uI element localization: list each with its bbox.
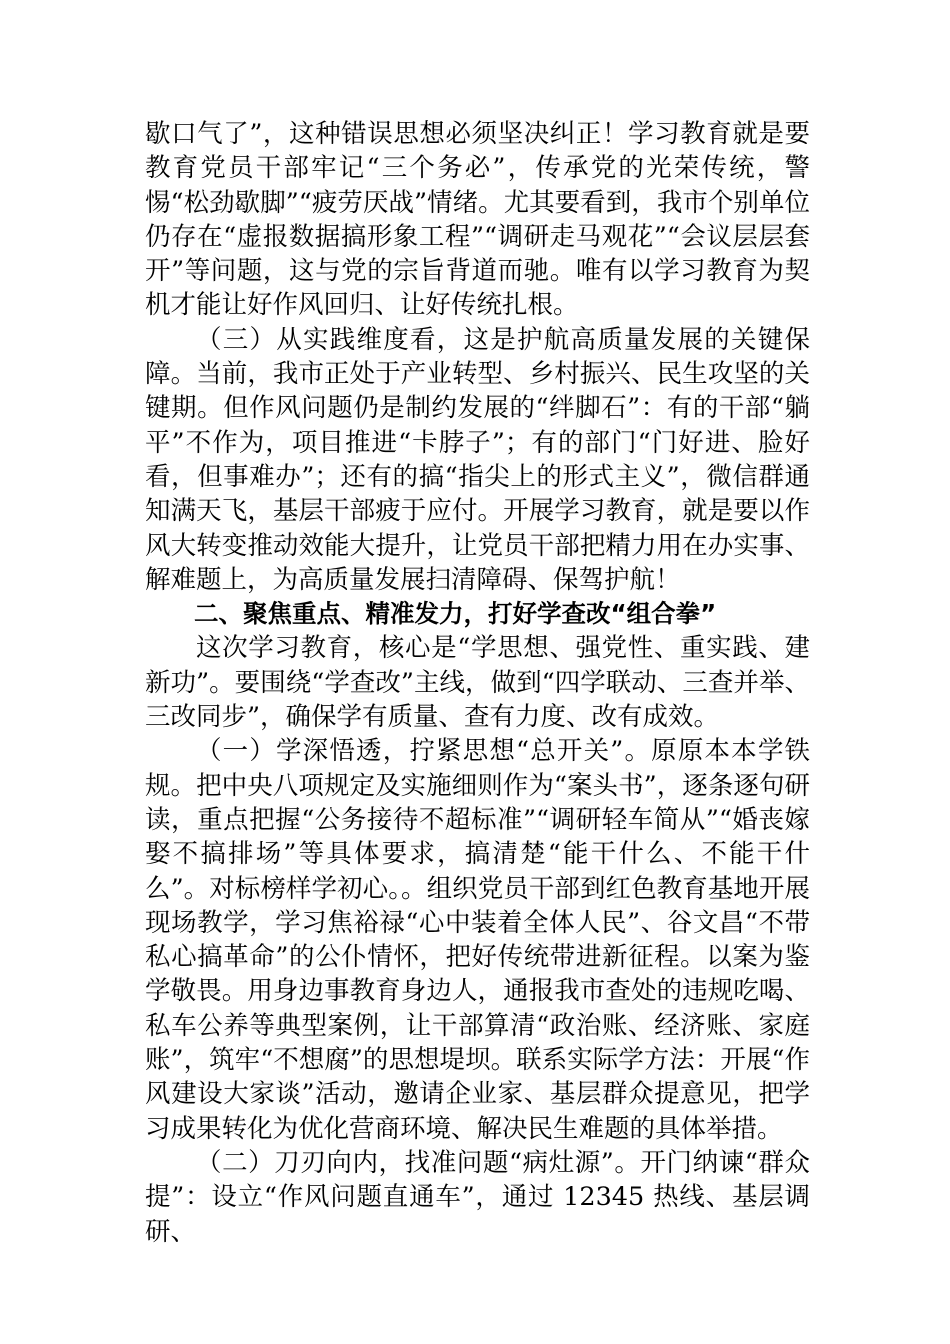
paragraph-continued: 歇口气了”，这种错误思想必须坚决纠正！学习教育就是要教育党员干部牢记“三个务必”，传承党的光荣传统，警惕“松劲歇脚”“疲劳厌战”情绪。尤其要看到，我市个别单位仍存在“虚报数据搞形象工程”“调研走马观花”“会议层层套开”等问题，这与党的宗旨背道而驰。唯有以学习教育为契机才能让好作风回归、让好传统扎根。 — [145, 119, 810, 321]
section-heading-two: 二、聚焦重点、精准发力，打好学查改“组合拳” — [194, 599, 717, 629]
paragraph-practice-dimension: （三）从实践维度看，这是护航高质量发展的关键保障。当前，我市正处于产业转型、乡村振兴、民生攻坚的关键期。但作风问题仍是制约发展的“绊脚石”：有的干部“躺平”不作为，项目推进“卡脖子”；有的部门“门好进、脸好看，但事难办”；还有的搞“指尖上的形式主义”，微信群通知满天飞，基层干部疲于应付。开展学习教育，就是要以作风大转变推动效能大提升，让党员干部把精力用在办实事、解难题上，为高质量发展扫清障碍、保驾护航！ — [145, 324, 810, 595]
paragraph-study-deeply: （一）学深悟透，拧紧思想“总开关”。原原本本学铁规。把中央八项规定及实施细则作为“案头书”，逐条逐句研读，重点把握“公务接待不超标准”“调研轻车简从”“婚丧嫁娶不搞排场”等具体要求，搞清楚“能干什么、不能干什么”。对标榜样学初心。。组织党员干部到红色教育基地开展现场教学，学习焦裕禄“心中装着全体人民”、谷文昌“不带私心搞革命”的公仆情怀，把好传统带进新征程。以案为鉴学敬畏。用身边事教育身边人，通报我市查处的违规吃喝、私车公养等典型案例，让干部算清“政治账、经济账、家庭账”，筑牢“不想腐”的思想堤坝。联系实际学方法：开展“作风建设大家谈”活动，邀请企业家、基层群众提意见，把学习成果转化为优化营商环境、解决民生难题的具体举措。 — [145, 736, 810, 1144]
paragraph-find-problems: （二）刀刃向内，找准问题“病灶源”。开门纳谏“群众提”：设立“作风问题直通车”，通过 12345 热线、基层调研、 — [145, 1147, 810, 1247]
paragraph-core-intro: 这次学习教育，核心是“学思想、强党性、重实践、建新功”。要围绕“学查改”主线，做到“四学联动、三查并举、三改同步”，确保学有质量、查有力度、改有成效。 — [145, 633, 810, 733]
document-body — [145, 117, 810, 1249]
